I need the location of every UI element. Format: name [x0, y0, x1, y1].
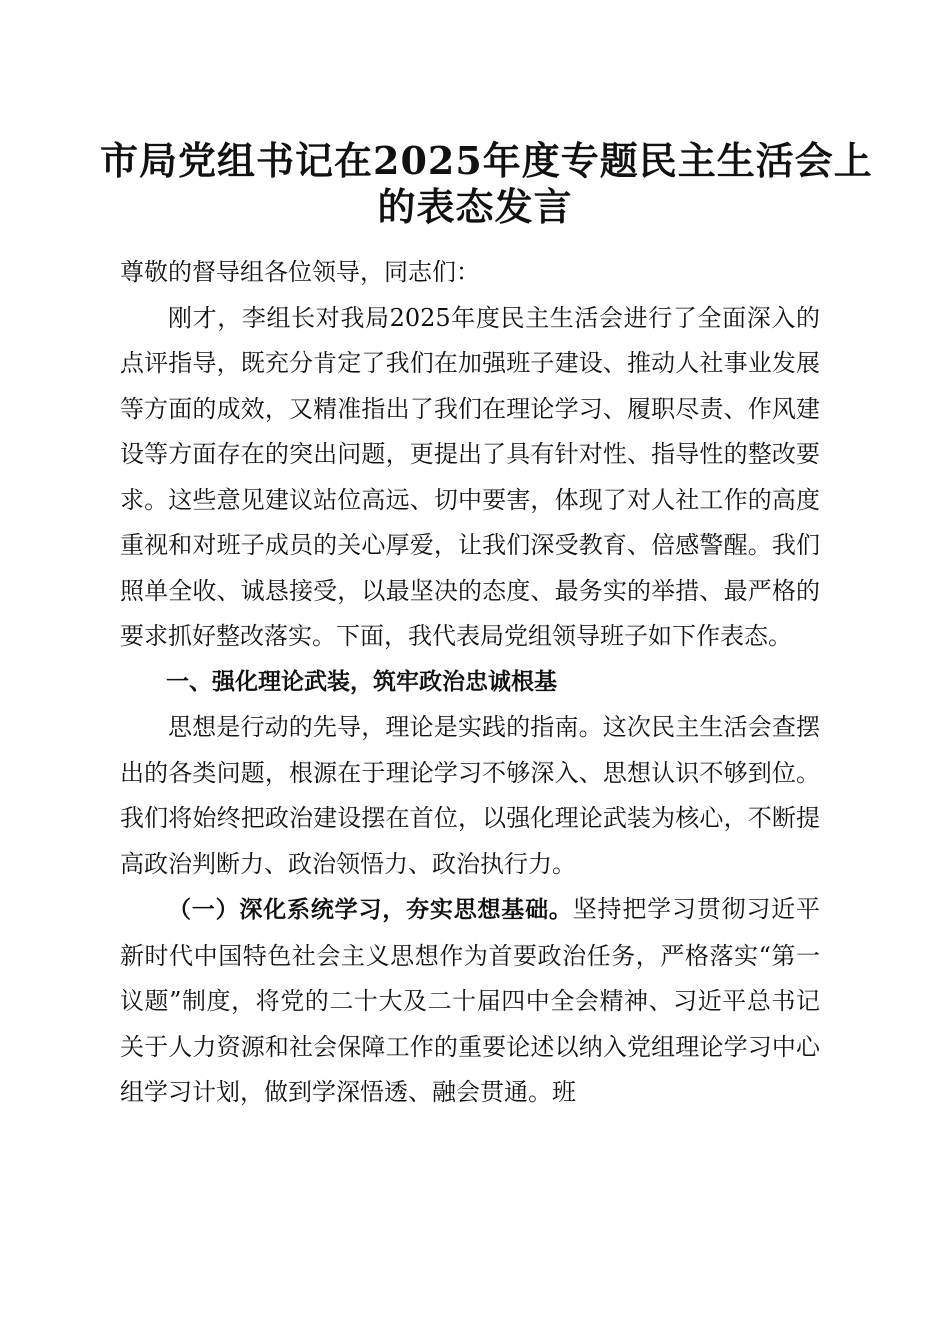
salutation: 尊敬的督导组各位领导，同志们： — [120, 258, 480, 286]
paragraph-section-1: 思想是行动的先导，理论是实践的指南。这次民主生活会查摆出的各类问题，根源在于理论学习不够深入、思想认识不够到位。我们将始终把政治建设摆在首位，以强化理论武装为核心，不断提高政治判断力、政治领悟力、政治执行力。 — [120, 713, 820, 878]
title-line-1: 市局党组书记在2025年度专题民主生活会上 — [100, 138, 873, 183]
document-title — [100, 138, 873, 230]
subsection-heading-1: （一）深化系统学习，夯实思想基础。 — [168, 897, 573, 923]
paragraph-subsection-1 — [120, 887, 820, 1116]
title-line-2: 的表态发言 — [377, 184, 573, 229]
section-heading-1: 一、强化理论武装，筑牢政治忠诚根基 — [166, 668, 557, 695]
subsection-body-1: 坚持把学习贯彻习近平新时代中国特色社会主义思想作为首要政治任务，严格落实“第一议题”制度，将党的二十大及二十届四中全会精神、习近平总书记关于人力资源和社会保障工作的重要论述以纳入党组理论学习中心组学习计划，做到学深悟透、融会贯通。班 — [120, 895, 821, 1106]
paragraph-intro: 刚才，李组长对我局2025年度民主生活会进行了全面深入的点评指导，既充分肯定了我们在加强班子建设、推动人社事业发展等方面的成效，又精准指出了我们在理论学习、履职尽责、作风建设等方面存在的突出问题，更提出了具有针对性、指导性的整改要求。这些意见建议站位高远、切中要害，体现了对人社工作的高度重视和对班子成员的关心厚爱，让我们深受教育、倍感警醒。我们照单全收、诚恳接受，以最坚决的态度、最务实的举措、最严格的要求抓好整改落实。下面，我代表局党组领导班子如下作表态。 — [120, 303, 820, 650]
document-body — [120, 250, 820, 1116]
